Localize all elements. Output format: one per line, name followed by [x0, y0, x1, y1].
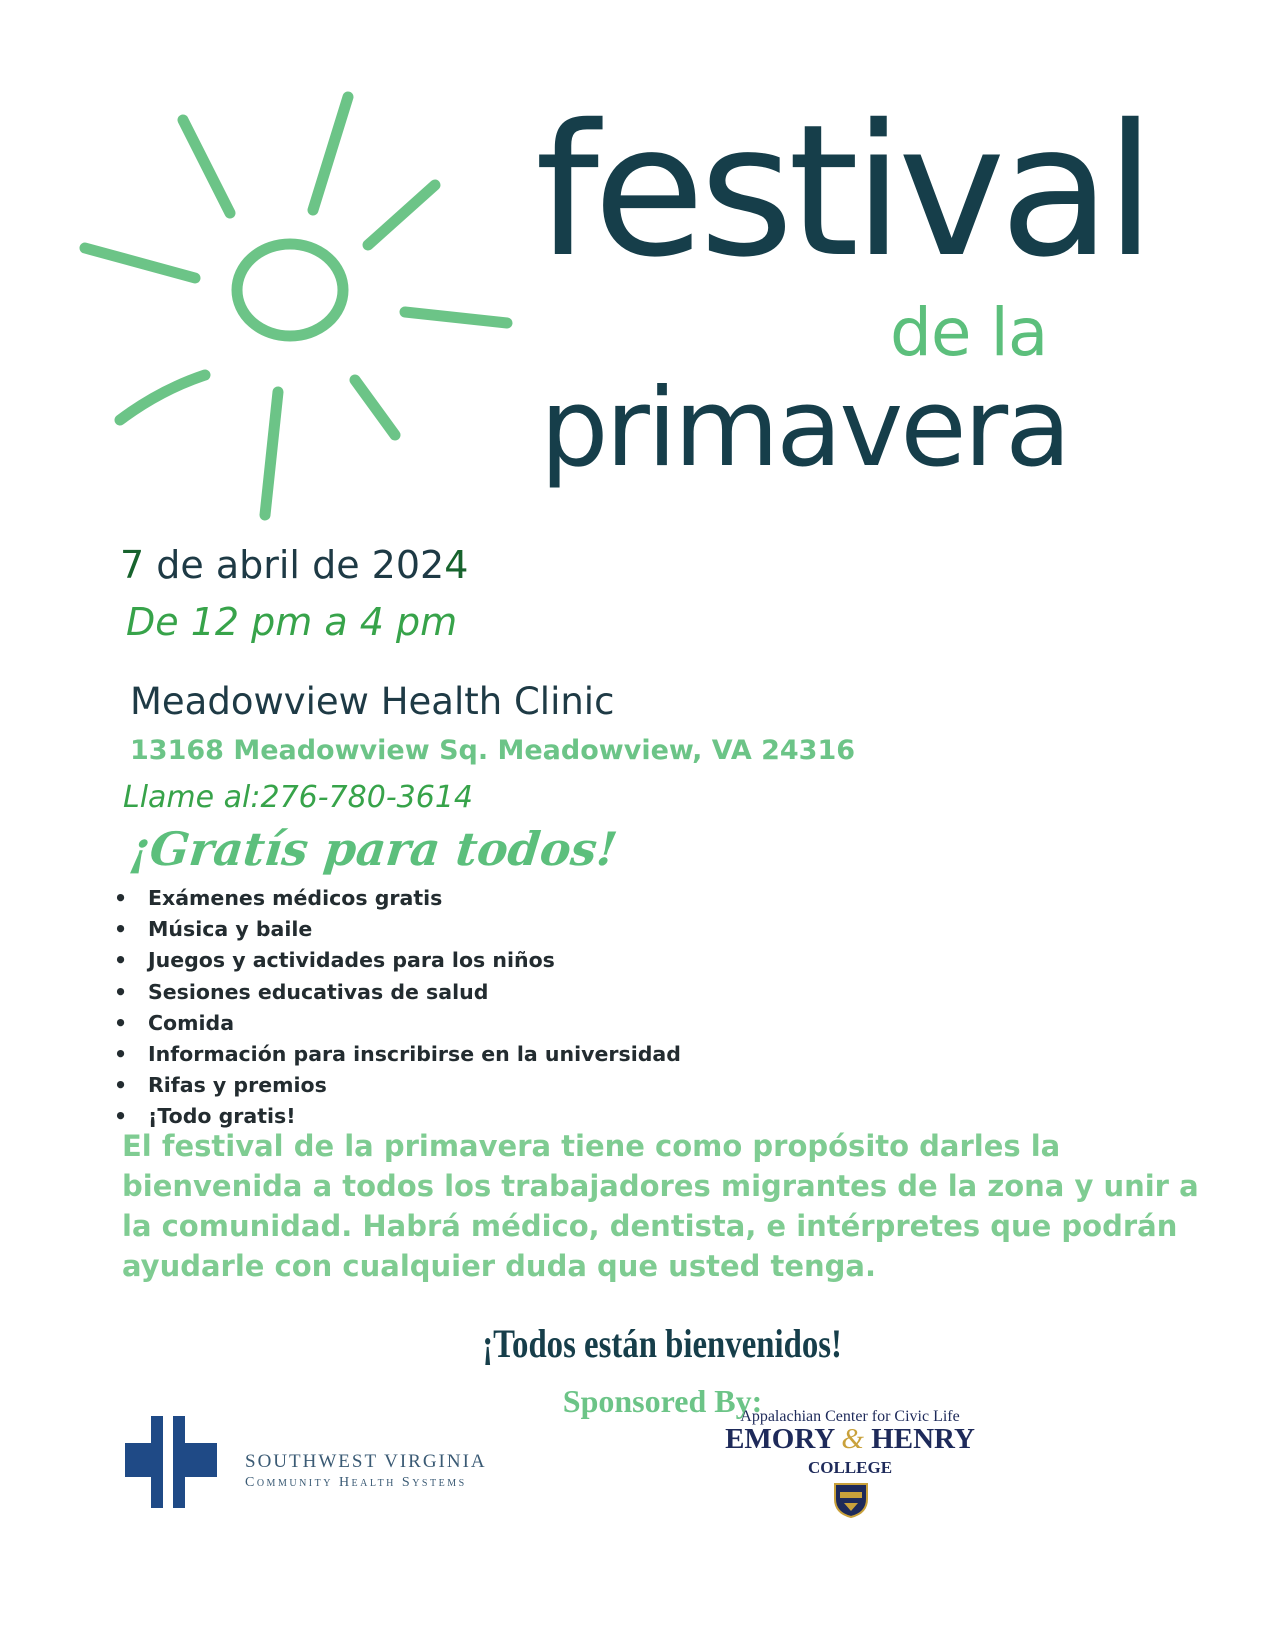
list-item-text: Exámenes médicos gratis: [148, 886, 443, 910]
bullet: •: [114, 948, 128, 973]
bullet: •: [114, 1010, 128, 1035]
sponsored-by-label: Sponsored By:: [562, 1383, 763, 1419]
list-item: [110, 1008, 681, 1039]
venue-address: 13168 Meadowview Sq. Meadowview, VA 24316: [130, 735, 856, 766]
offers-list: [110, 883, 681, 1133]
description-paragraph: El festival de la primavera tiene como propósito darles la bienvenida a todos los trabajadores migrantes de la zona y unir a la comunidad. Habrá médico, dentista, e intérpretes que podrán ayudarle con cualquier duda que usted tenga.: [122, 1129, 1199, 1283]
list-item: [110, 914, 681, 945]
list-item: [110, 883, 681, 914]
date-day: 7: [120, 543, 145, 587]
swva-subtitle: Community Health Systems: [245, 1475, 467, 1490]
title-primavera: primavera: [540, 366, 1069, 491]
date-middle: de abril de 202: [144, 543, 445, 587]
eh-henry: HENRY: [871, 1423, 975, 1455]
bullet: •: [114, 917, 128, 942]
date-year-last: 4: [444, 543, 469, 587]
college-seal-icon: [832, 1481, 870, 1519]
list-item: [110, 945, 681, 976]
bullet: •: [114, 1041, 128, 1066]
eh-ampersand: &: [841, 1423, 864, 1455]
offers-heading: ¡Gratís para todos!: [127, 822, 620, 876]
bullet: •: [114, 979, 128, 1004]
title-festival: festival: [535, 85, 1150, 297]
eh-college-name: [700, 1423, 1000, 1456]
eh-college-label: COLLEGE: [807, 1458, 893, 1477]
bullet: •: [114, 1073, 128, 1098]
title-de-la: de la: [890, 294, 1048, 371]
eh-center-name: Appalachian Center for Civic Life: [740, 1408, 960, 1425]
cross-logo-icon: [125, 1416, 217, 1508]
list-item: [110, 1070, 681, 1101]
contact-phone: Llame al:276-780-3614: [123, 780, 473, 815]
welcome-message: ¡Todos están bienvenidos!: [482, 1321, 842, 1366]
event-date: [120, 543, 468, 587]
venue-name: Meadowview Health Clinic: [130, 680, 615, 723]
swva-name: SOUTHWEST VIRGINIA: [245, 1451, 487, 1472]
list-item-text: Rifas y premios: [148, 1073, 327, 1098]
bullet: •: [114, 886, 128, 910]
list-item-text: Juegos y actividades para los niños: [148, 948, 555, 973]
bullet: •: [114, 1104, 128, 1129]
list-item-text: Información para inscribirse en la universidad: [148, 1041, 681, 1066]
list-item-text: ¡Todo gratis!: [148, 1104, 296, 1129]
list-item-text: Música y baile: [148, 917, 313, 942]
list-item-text: Comida: [148, 1010, 235, 1035]
list-item: [110, 977, 681, 1008]
list-item-text: Sesiones educativas de salud: [148, 979, 489, 1004]
list-item: [110, 1039, 681, 1070]
event-time: De 12 pm a 4 pm: [126, 600, 458, 644]
sun-icon: [70, 90, 540, 530]
eh-emory: EMORY: [725, 1423, 835, 1455]
